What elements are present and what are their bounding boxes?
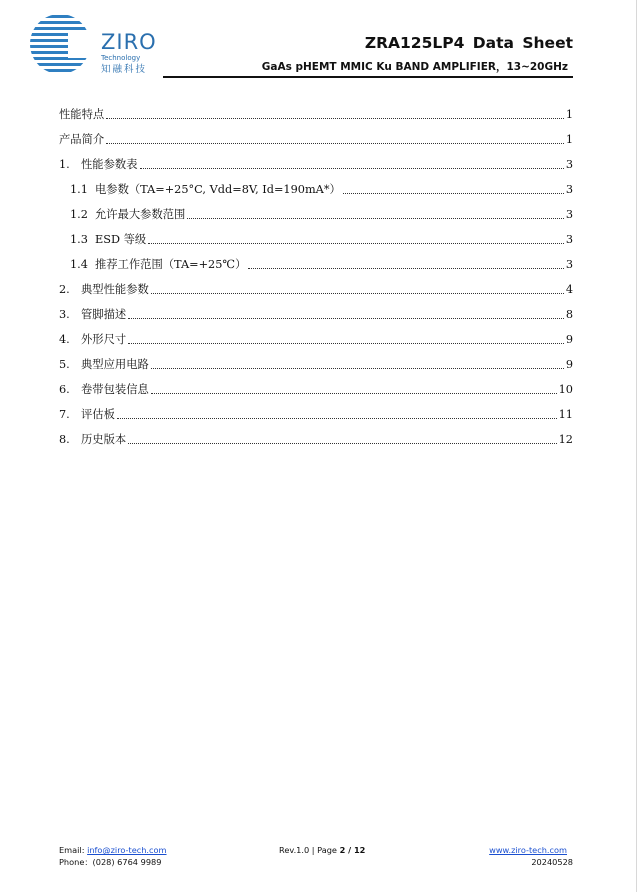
toc-entry-label: 电参数（TA=+25°C, Vdd=8V, Id=190mA*） xyxy=(94,183,341,196)
toc-entry-page: 10 xyxy=(558,383,573,396)
toc-leader-dots xyxy=(151,293,564,294)
toc-entry[interactable] xyxy=(59,97,573,122)
footer-phone: Phone：(028) 6764 9989 xyxy=(59,857,162,867)
document-title: ZRA125LP4 Data Sheet xyxy=(364,34,573,52)
toc-entry[interactable] xyxy=(59,297,573,322)
toc-entry-page: 1 xyxy=(565,108,573,121)
toc-entry[interactable] xyxy=(59,397,573,422)
email-link[interactable]: info@ziro-tech.com xyxy=(87,845,167,855)
toc-entry-page: 8 xyxy=(565,308,573,321)
toc-entry-label: 性能特点 xyxy=(59,108,105,121)
toc-entry-label: 允许最大参数范围 xyxy=(94,208,186,221)
toc-leader-dots xyxy=(128,443,556,444)
toc-entry-label: 推荐工作范围（TA=+25℃） xyxy=(94,258,247,271)
footer-date: 20240528 xyxy=(531,857,573,867)
toc-entry-label: ESD 等级 xyxy=(94,233,147,246)
document-subtitle: GaAs pHEMT MMIC Ku BAND AMPLIFIER，13~20GHz xyxy=(261,61,568,73)
toc-entry-number: 4. xyxy=(59,333,70,346)
toc-entry-page: 9 xyxy=(565,333,573,346)
toc-entry-label: 产品简介 xyxy=(59,133,105,146)
toc-entry-number: 1.3 xyxy=(70,233,88,246)
toc-entry-page: 11 xyxy=(558,408,573,421)
toc-entry[interactable] xyxy=(59,272,573,297)
footer-revision xyxy=(279,845,365,855)
toc-entry-label: 管脚描述 xyxy=(81,308,127,321)
toc-leader-dots xyxy=(151,393,557,394)
toc-leader-dots xyxy=(128,318,564,319)
toc-entry[interactable] xyxy=(59,147,573,172)
toc-entry-number: 1.1 xyxy=(70,183,88,196)
brand-subtitle: Technology xyxy=(101,54,141,62)
toc-entry[interactable] xyxy=(59,197,573,222)
toc-entry-number: 3. xyxy=(59,308,70,321)
toc-entry-label: 外形尺寸 xyxy=(81,333,127,346)
website-link[interactable]: www.ziro-tech.com xyxy=(489,845,567,855)
toc-leader-dots xyxy=(148,243,564,244)
toc-entry[interactable] xyxy=(59,422,573,447)
toc-entry-label: 历史版本 xyxy=(81,433,127,446)
toc-entry-number: 6. xyxy=(59,383,70,396)
brand-name: ZIRO xyxy=(101,30,157,54)
page-total: 12 xyxy=(353,845,366,855)
toc-leader-dots xyxy=(187,218,563,219)
toc-entry[interactable] xyxy=(59,322,573,347)
globe-logo-icon xyxy=(28,14,103,74)
toc-entry-page: 3 xyxy=(565,158,573,171)
toc-entry-page: 3 xyxy=(565,208,573,221)
toc-entry[interactable] xyxy=(59,372,573,397)
toc-entry[interactable] xyxy=(59,122,573,147)
toc-entry-label: 评估板 xyxy=(81,408,115,421)
page-separator: / xyxy=(345,845,354,855)
toc-leader-dots xyxy=(151,368,564,369)
toc-entry-number: 1.2 xyxy=(70,208,88,221)
toc-leader-dots xyxy=(343,193,564,194)
brand-chinese-name: 知融科技 xyxy=(101,64,148,75)
toc-entry-number: 1. xyxy=(59,158,70,171)
toc-entry-number: 5. xyxy=(59,358,70,371)
toc-entry-page: 4 xyxy=(565,283,573,296)
toc-leader-dots xyxy=(106,118,564,119)
revision-text: Rev.1.0 | Page xyxy=(279,845,340,855)
toc-entry-label: 性能参数表 xyxy=(81,158,138,171)
page-current: 2 xyxy=(339,845,346,855)
toc-entry[interactable] xyxy=(59,347,573,372)
toc-entry-number: 8. xyxy=(59,433,70,446)
toc-entry-number: 2. xyxy=(59,283,70,296)
toc-entry-label: 卷带包装信息 xyxy=(81,383,149,396)
toc-leader-dots xyxy=(248,268,563,269)
toc-entry[interactable] xyxy=(59,172,573,197)
toc-entry-number: 7. xyxy=(59,408,70,421)
toc-leader-dots xyxy=(106,143,564,144)
toc-entry-page: 1 xyxy=(565,133,573,146)
toc-entry[interactable] xyxy=(59,222,573,247)
toc-leader-dots xyxy=(117,418,557,419)
toc-entry-label: 典型性能参数 xyxy=(81,283,149,296)
header-divider xyxy=(163,76,573,78)
toc-entry-page: 3 xyxy=(565,183,573,196)
toc-entry-label: 典型应用电路 xyxy=(81,358,149,371)
table-of-contents xyxy=(59,97,573,447)
toc-entry-page: 9 xyxy=(565,358,573,371)
footer-email xyxy=(59,845,167,855)
toc-entry-number: 1.4 xyxy=(70,258,88,271)
toc-entry-page: 12 xyxy=(558,433,573,446)
email-label: Email: xyxy=(59,845,88,855)
toc-entry-page: 3 xyxy=(565,233,573,246)
toc-leader-dots xyxy=(140,168,564,169)
toc-entry[interactable] xyxy=(59,247,573,272)
toc-leader-dots xyxy=(128,343,564,344)
toc-entry-page: 3 xyxy=(565,258,573,271)
